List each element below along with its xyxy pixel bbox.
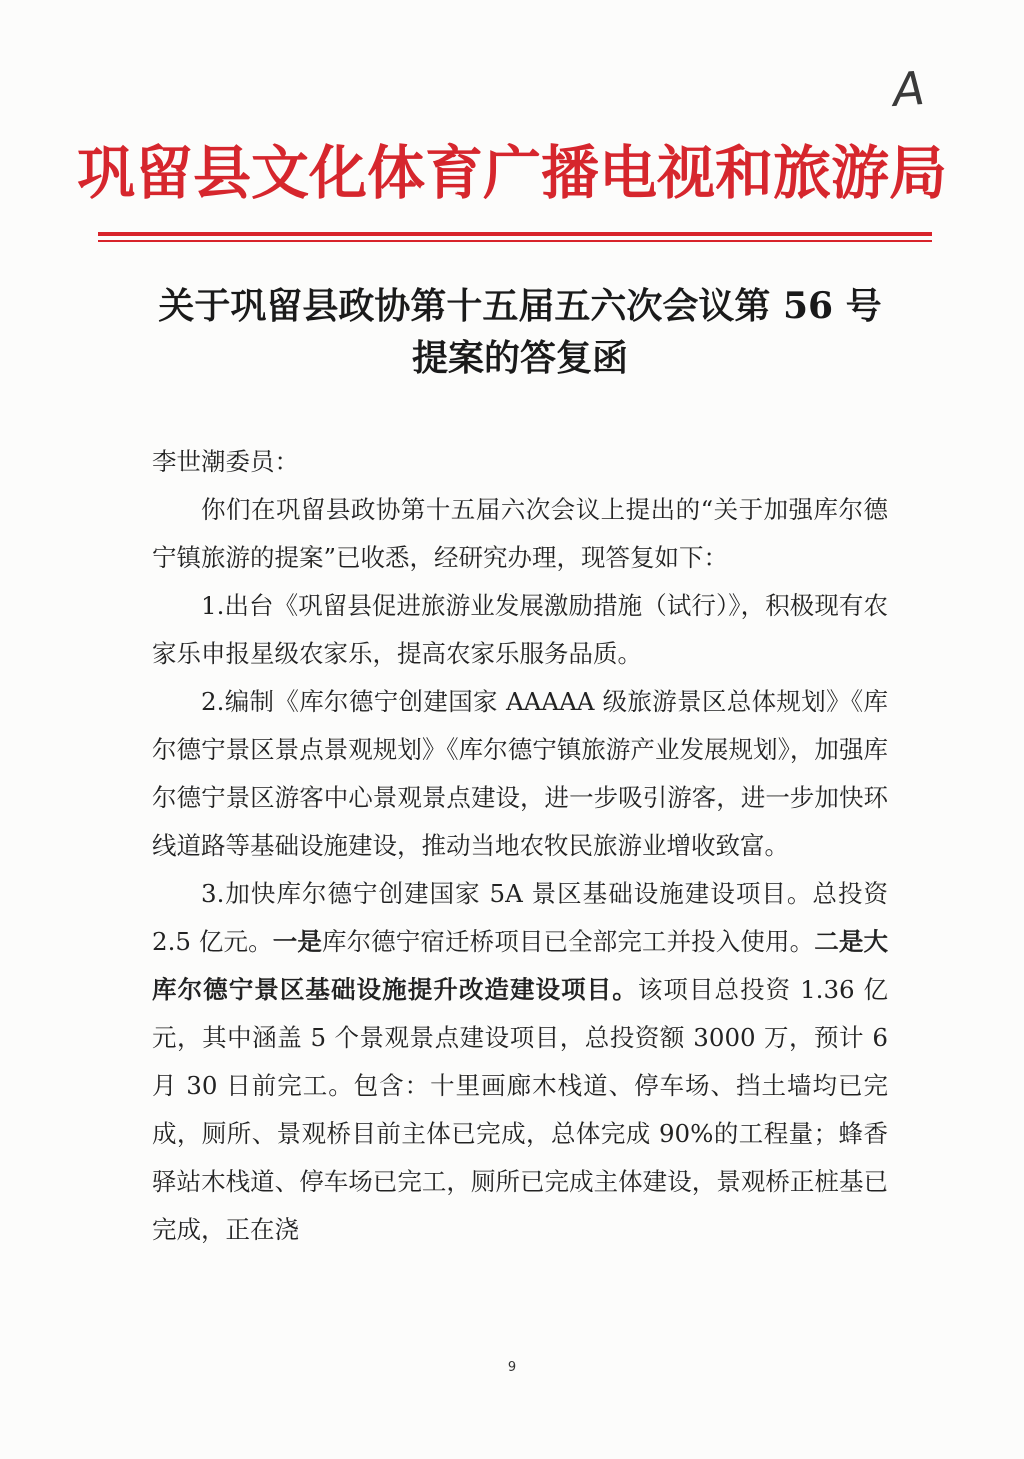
paragraph-item-3 bbox=[152, 870, 888, 1254]
item-3-second-text: 该项目总投资 1.36 亿元，其中涵盖 5 个景观景点建设项目，总投资额 3000 万，预计 6 月 30 日前完工。包含：十里画廊木栈道、停车场、挡土墙均已完成，厕所、景观桥目前主体已完成，总体完成 90%的工程量；蜂香驿站木栈道、停车场已完工，厕所已完成主体建设，景观桥正桩基已完成，正在浇 bbox=[152, 975, 888, 1244]
item-3-second-label: 二是大库尔德宁景区基础设施提升改造建设项目。 bbox=[152, 927, 888, 1004]
item-3-lead: 3.加快库尔德宁创建国家 5A 景区基础设施建设项目。总投资 2.5 亿元。 bbox=[152, 879, 888, 956]
document-title: 关于巩留县政协第十五届五六次会议第 56 号提案的答复函 bbox=[158, 285, 882, 379]
handwritten-mark: A bbox=[891, 60, 927, 118]
red-divider-thin bbox=[98, 240, 932, 242]
paragraph-intro: 你们在巩留县政协第十五届六次会议上提出的“关于加强库尔德宁镇旅游的提案”已收悉，经研究办理，现答复如下： bbox=[152, 495, 888, 572]
document-body bbox=[152, 438, 888, 1254]
page-number: 9 bbox=[507, 1360, 517, 1375]
item-3-first-label: 一是 bbox=[272, 927, 322, 956]
agency-header: 巩留县文化体育广播电视和旅游局 bbox=[76, 139, 947, 207]
item-3-first-text: 库尔德宁宿迁桥项目已全部完工并投入使用。 bbox=[321, 927, 815, 956]
red-divider-thick bbox=[98, 232, 932, 236]
paragraph-item-1: 1.出台《巩留县促进旅游业发展激励措施（试行）》，积极现有农家乐申报星级农家乐，提高农家乐服务品质。 bbox=[152, 591, 888, 668]
salutation: 李世潮委员： bbox=[152, 447, 299, 476]
paragraph-item-2: 2.编制《库尔德宁创建国家 AAAAA 级旅游景区总体规划》《库尔德宁景区景点景观规划》《库尔德宁镇旅游产业发展规划》，加强库尔德宁景区游客中心景观景点建设，进一步吸引游客，进一步加快环线道路等基础设施建设，推动当地农牧民旅游业增收致富。 bbox=[152, 687, 888, 860]
